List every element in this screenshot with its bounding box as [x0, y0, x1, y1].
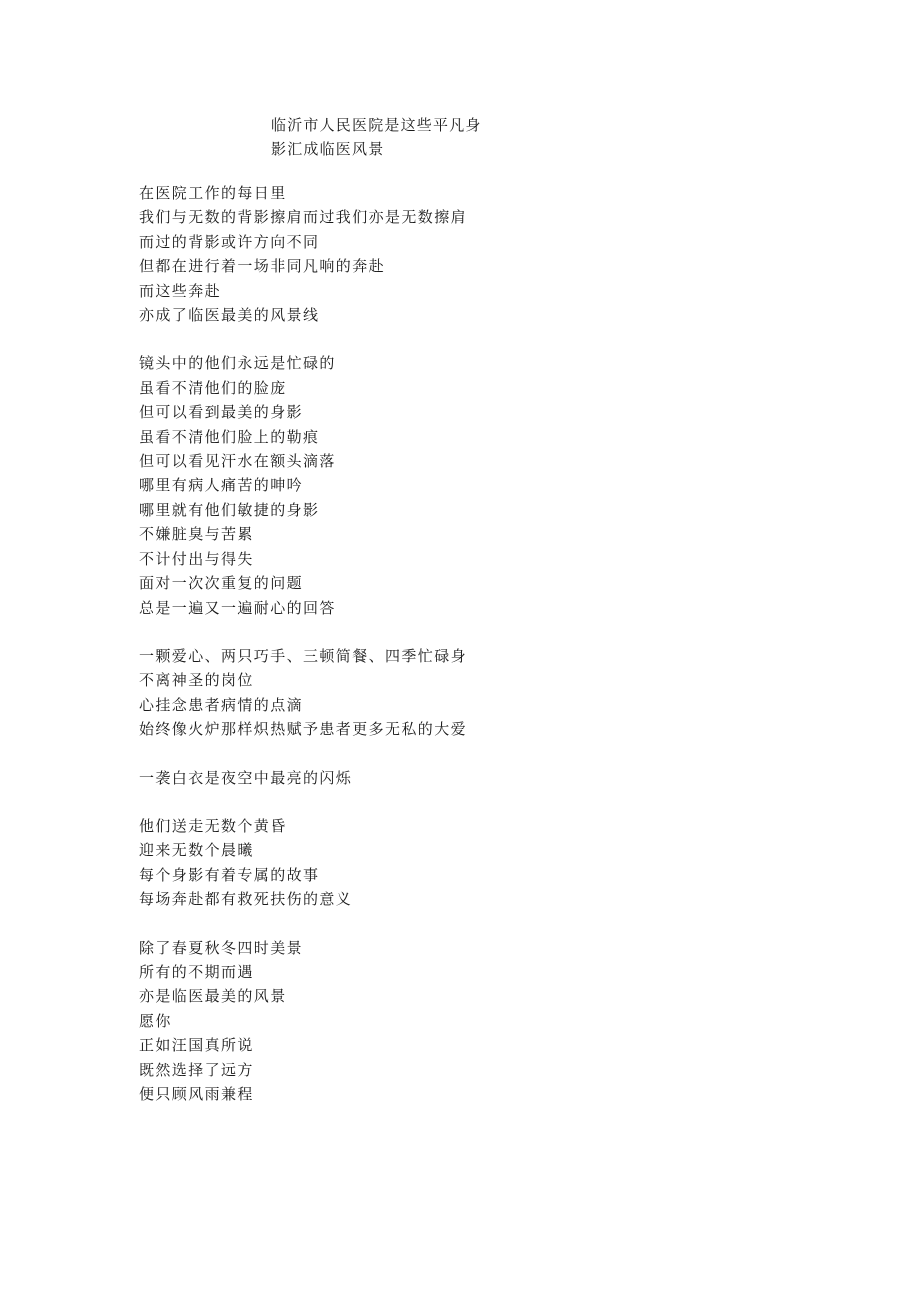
poem-line: 所有的不期而遇	[139, 962, 254, 981]
poem-line: 我们与无数的背影擦肩而过我们亦是无数擦肩	[139, 208, 468, 227]
document-title	[271, 113, 511, 161]
poem-line: 愿你	[139, 1011, 172, 1030]
poem-line: 一颗爱心、两只巧手、三顿简餐、四季忙碌身	[139, 646, 468, 665]
poem-line: 虽看不清他们脸上的勒痕	[139, 427, 320, 446]
poem-line: 而这些奔赴	[139, 281, 222, 300]
title-line: 临沂市人民医院是这些平凡身	[271, 116, 482, 134]
poem-line: 虽看不清他们的脸庞	[139, 378, 287, 397]
poem-line: 在医院工作的每日里	[139, 184, 287, 202]
poem-body	[139, 181, 699, 1130]
stanza	[139, 766, 699, 790]
poem-line: 每个身影有着专属的故事	[139, 865, 320, 884]
poem-line: 而过的背影或许方向不同	[139, 232, 320, 251]
poem-line: 哪里有病人痛苦的呻吟	[139, 476, 304, 495]
title-line: 影汇成临医风景	[271, 140, 385, 158]
stanza	[139, 936, 699, 1107]
poem-line: 除了春夏秋冬四时美景	[139, 938, 304, 957]
poem-line: 既然选择了远方	[139, 1060, 254, 1079]
poem-line: 便只顾风雨兼程	[139, 1085, 254, 1103]
poem-line: 迎来无数个晨曦	[139, 841, 254, 860]
poem-line: 亦是临医最美的风景	[139, 987, 287, 1006]
poem-line: 但可以看见汗水在额头滴落	[139, 452, 336, 471]
poem-line: 镜头中的他们永远是忙碌的	[139, 354, 336, 373]
poem-line: 他们送走无数个黄昏	[139, 816, 287, 835]
stanza	[139, 351, 699, 619]
poem-line: 面对一次次重复的问题	[139, 574, 304, 593]
poem-line: 心挂念患者病情的点滴	[139, 695, 304, 714]
poem-line: 不嫌脏臭与苦累	[139, 525, 254, 544]
poem-line: 不离神圣的岗位	[139, 671, 254, 690]
stanza	[139, 814, 699, 912]
poem-line: 不计付出与得失	[139, 549, 254, 568]
poem-line: 但都在进行着一场非同凡响的奔赴	[139, 257, 386, 276]
poem-line: 一袭白衣是夜空中最亮的闪烁	[139, 768, 353, 787]
poem-line: 总是一遍又一遍耐心的回答	[139, 598, 336, 617]
poem-line: 但可以看到最美的身影	[139, 403, 304, 422]
poem-line: 哪里就有他们敏捷的身影	[139, 500, 320, 519]
poem-line: 亦成了临医最美的风景线	[139, 306, 320, 325]
poem-line: 每场奔赴都有救死扶伤的意义	[139, 890, 353, 909]
poem-line: 正如汪国真所说	[139, 1036, 254, 1055]
stanza	[139, 644, 699, 742]
stanza	[139, 181, 699, 327]
poem-line: 始终像火炉那样炽热赋予患者更多无私的大爱	[139, 720, 468, 739]
